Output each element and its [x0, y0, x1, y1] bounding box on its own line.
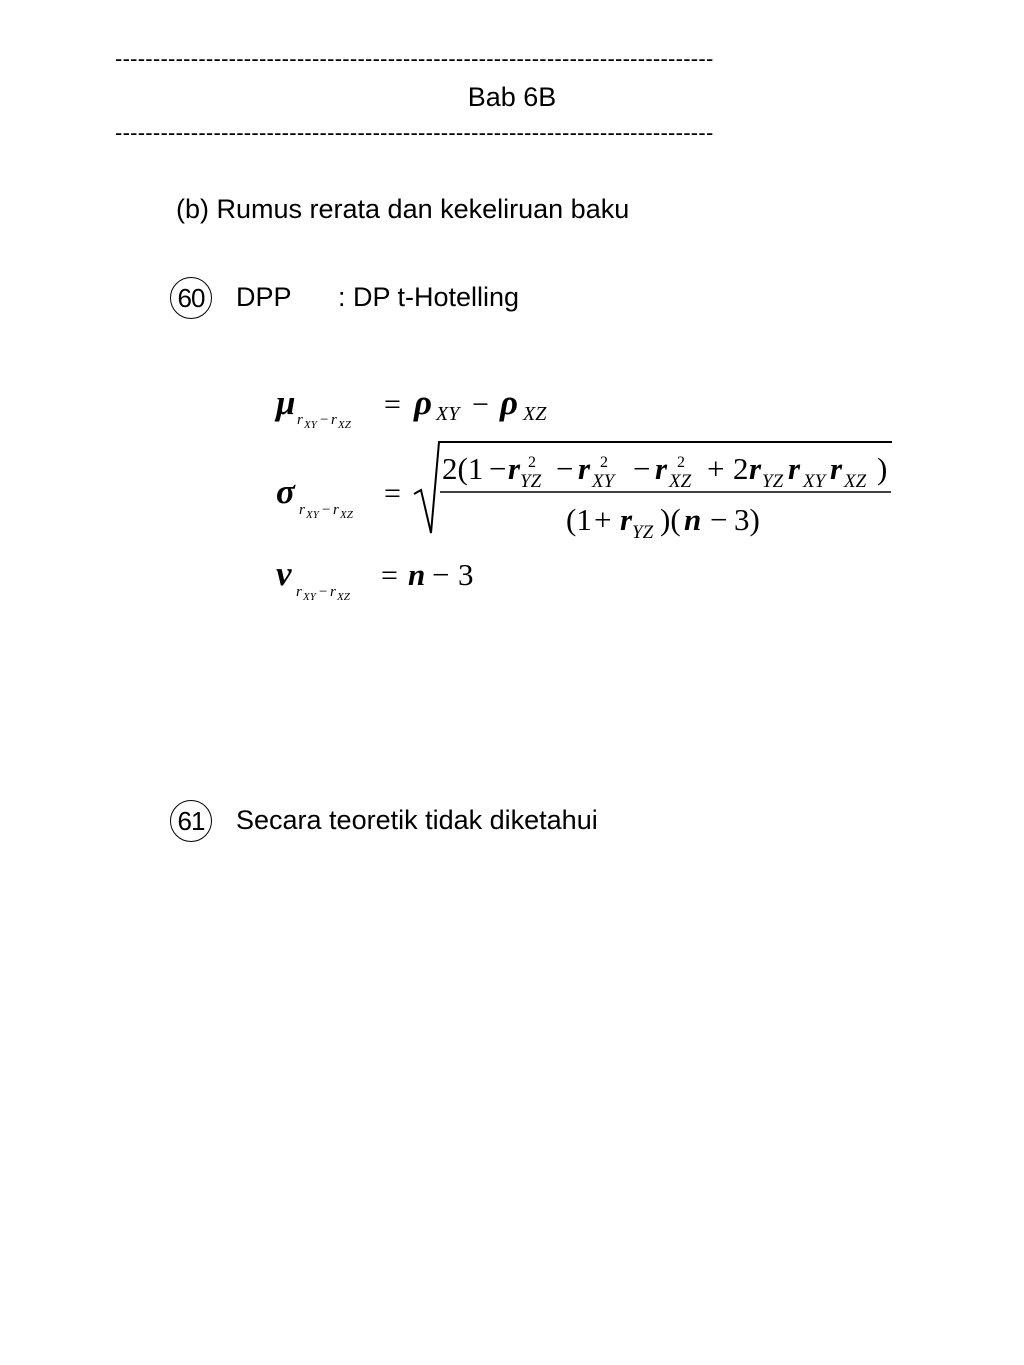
section-subtitle: (b) Rumus rerata dan kekeliruan baku	[176, 194, 630, 224]
item-61-text: Secara teoretik tidak diketahui	[236, 805, 598, 835]
item-number-61: 61	[170, 800, 212, 842]
svg-text:−: −	[322, 502, 331, 518]
svg-text:r: r	[330, 584, 336, 600]
item-60-label: DPP	[236, 282, 292, 312]
item-60-value: : DP t-Hotelling	[338, 282, 520, 312]
svg-text:2: 2	[677, 454, 685, 471]
svg-text:r: r	[299, 502, 305, 518]
svg-text:−: −	[633, 451, 651, 486]
svg-text:XZ: XZ	[340, 509, 353, 521]
svg-text:r: r	[620, 502, 633, 537]
svg-text:−: −	[489, 451, 507, 486]
svg-text:r: r	[333, 502, 339, 518]
df-formula	[276, 554, 474, 603]
svg-text:XZ: XZ	[337, 591, 350, 603]
svg-text:XY: XY	[436, 403, 460, 425]
svg-text:+: +	[594, 502, 612, 537]
svg-text:XY: XY	[803, 471, 826, 492]
svg-text:r: r	[578, 451, 591, 486]
svg-text:YZ: YZ	[632, 522, 654, 543]
svg-text:(1: (1	[566, 502, 592, 537]
sd-formula	[276, 442, 892, 543]
mean-formula	[274, 383, 547, 431]
svg-text:−: −	[319, 584, 328, 600]
svg-text:r: r	[508, 451, 521, 486]
svg-text:n: n	[408, 557, 426, 592]
svg-text:r: r	[749, 451, 762, 486]
svg-text:XY: XY	[303, 591, 316, 603]
svg-text:XZ: XZ	[844, 471, 867, 492]
bottom-rule: -------------------------------------------------------------------------------	[115, 126, 714, 140]
svg-text:μ: μ	[276, 383, 296, 422]
svg-text:3): 3)	[734, 502, 760, 537]
svg-text:2: 2	[600, 454, 608, 471]
svg-text:YZ: YZ	[762, 471, 784, 492]
svg-text:−: −	[472, 388, 489, 421]
svg-text:XZ: XZ	[669, 471, 692, 492]
svg-text:2: 2	[528, 454, 536, 471]
svg-text:XZ: XZ	[523, 403, 547, 425]
svg-text:=: =	[381, 559, 398, 592]
svg-text:ρ: ρ	[414, 383, 433, 422]
svg-text:+: +	[707, 451, 725, 486]
svg-text:2: 2	[733, 451, 749, 486]
svg-text:σ: σ	[276, 472, 295, 511]
svg-text:XZ: XZ	[338, 419, 351, 431]
svg-text:r: r	[296, 584, 302, 600]
svg-text:n: n	[684, 502, 702, 537]
svg-text:): )	[877, 451, 888, 486]
svg-text:ν: ν	[276, 554, 292, 593]
formula-block	[0, 0, 1024, 640]
svg-text:r: r	[830, 451, 843, 486]
svg-text:)(: )(	[660, 502, 681, 537]
svg-text:XY: XY	[592, 471, 615, 492]
svg-text:XY: XY	[304, 419, 317, 431]
svg-text:2(1: 2(1	[442, 451, 484, 486]
svg-text:−: −	[556, 451, 574, 486]
svg-text:=: =	[384, 388, 401, 421]
page-title: Bab 6B	[467, 82, 557, 112]
svg-text:3: 3	[458, 557, 474, 592]
svg-text:r: r	[655, 451, 668, 486]
svg-text:−: −	[710, 502, 728, 537]
svg-text:=: =	[384, 477, 401, 510]
svg-text:r: r	[297, 412, 303, 428]
svg-text:XY: XY	[306, 509, 319, 521]
svg-text:r: r	[788, 451, 801, 486]
item-number-60: 60	[170, 277, 212, 319]
svg-text:−: −	[432, 557, 450, 592]
svg-text:−: −	[320, 412, 329, 428]
svg-text:r: r	[331, 412, 337, 428]
svg-text:ρ: ρ	[500, 383, 519, 422]
svg-text:YZ: YZ	[520, 471, 542, 492]
top-rule: -------------------------------------------------------------------------------	[115, 52, 714, 66]
